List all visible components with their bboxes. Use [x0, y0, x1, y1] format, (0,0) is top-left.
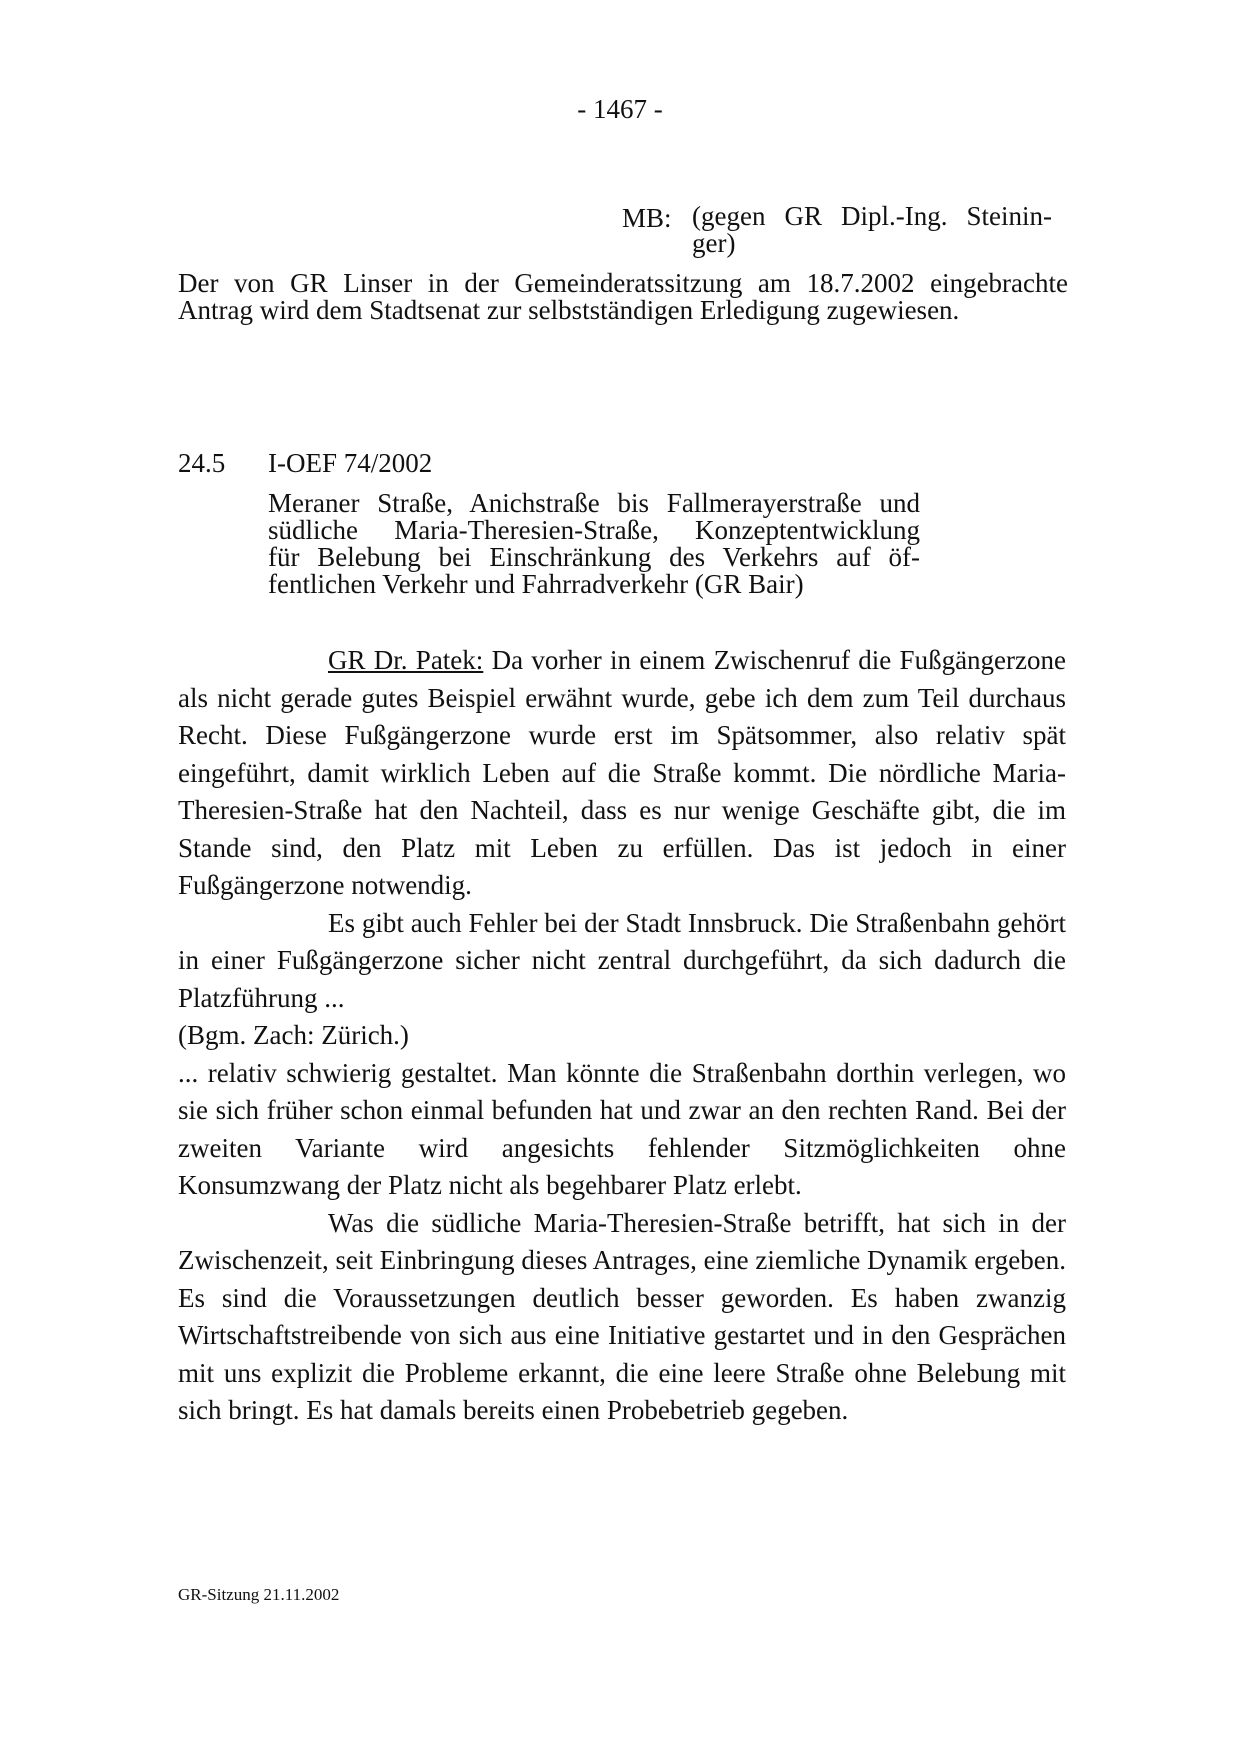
agenda-desc-line: südliche Maria-Theresien-Straße, Konzeptentwicklung: [268, 515, 920, 545]
speech-block: [178, 642, 1066, 1430]
agenda-item-number: 24.5: [178, 448, 226, 478]
agenda-item-code: I-OEF 74/2002: [268, 448, 433, 478]
page-number: - 1467 -: [577, 94, 663, 124]
agenda-desc-line: fentlichen Verkehr und Fahrradverkehr (GR Bair): [268, 569, 804, 599]
speaker-name: GR Dr. Patek:: [328, 645, 484, 675]
speech-text: Da vorher in einem Zwischenruf die Fußgängerzone als nicht gerade gutes Beispiel erwähnt wurde, gebe ich dem zum Teil durchaus Recht. Diese Fußgängerzone wurde erst im Spätsommer, also relativ spät eingeführt, damit wirklich Leben auf die Straße kommt. Die nördliche Maria-Theresien-Straße hat den Nachteil, dass es nur wenige Geschäfte gibt, die im Stande sind, den Platz mit Leben zu erfüllen. Das ist jedoch in einer Fußgängerzone notwendig.: [178, 645, 1066, 900]
decision-line: Antrag wird dem Stadtsenat zur selbstständigen Erledigung zugewiesen.: [178, 295, 960, 325]
speech-paragraph: Was die südliche Maria-Theresien-Straße betrifft, hat sich in der Zwischenzeit, seit Einbringung dieses Antrages, eine ziemliche Dynamik ergeben. Es sind die Voraussetzungen deutlich besser geworden. Es haben zwanzig Wirtschaftstreibende von sich aus eine Initiative gestartet und in den Gesprächen mit uns explizit die Probleme erkannt, die eine leere Straße ohne Belebung mit sich bringt. Es hat damals bereits einen Probebetrieb gegeben.: [178, 1207, 1066, 1425]
motion-result-label: MB:: [622, 203, 672, 233]
motion-result-line: ger): [692, 228, 736, 258]
agenda-desc-line: Meraner Straße, Anichstraße bis Fallmerayerstraße und: [268, 488, 920, 518]
speech-paragraph: ... relativ schwierig gestaltet. Man könnte die Straßenbahn dorthin verlegen, wo sie sich früher schon einmal befunden hat und zwar an den rechten Rand. Bei der zweiten Variante wird angesichts fehlender Sitzmöglichkeiten ohne Konsumzwang der Platz nicht als begehbarer Platz erlebt.: [178, 1057, 1066, 1200]
decision-line: Der von GR Linser in der Gemeinderatssitzung am 18.7.2002 eingebrachte: [178, 268, 1068, 298]
agenda-item-description: [268, 490, 920, 598]
motion-result-text: [692, 203, 1052, 257]
motion-result-line: (gegen GR Dipl.-Ing. Steinin-: [692, 201, 1052, 231]
page-footer: GR-Sitzung 21.11.2002: [178, 1585, 340, 1604]
agenda-desc-line: für Belebung bei Einschränkung des Verkehrs auf öf-: [268, 542, 920, 572]
interjection: (Bgm. Zach: Zürich.): [178, 1020, 409, 1050]
speech-paragraph: [178, 642, 1066, 905]
speech-paragraph: Es gibt auch Fehler bei der Stadt Innsbruck. Die Straßenbahn gehört in einer Fußgängerzone sicher nicht zentral durchgeführt, da sich dadurch die Platzführung ...: [178, 907, 1066, 1013]
decision-text: [178, 270, 1068, 324]
